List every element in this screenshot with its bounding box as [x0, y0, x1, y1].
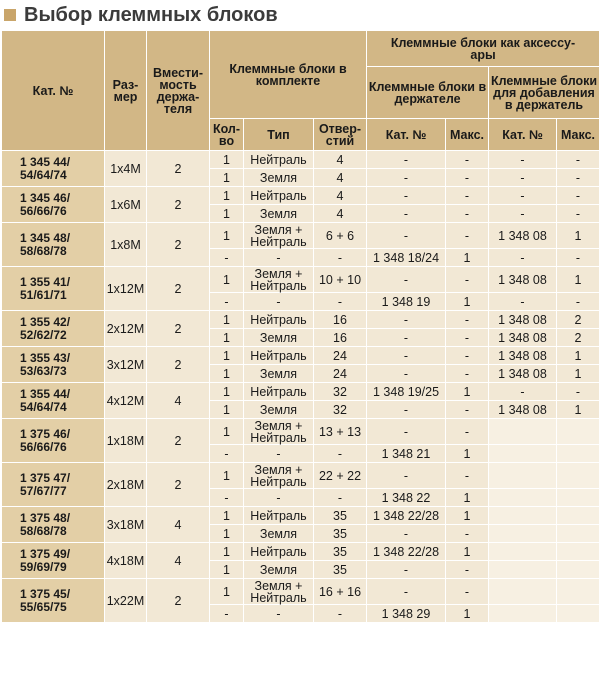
cell-cat-holder: -: [367, 419, 446, 445]
cell-cat-holder: -: [367, 525, 446, 543]
cell-max-add: 2: [557, 311, 600, 329]
cell-cat-add: [489, 463, 557, 489]
cell-cat-add: 1 348 08: [489, 329, 557, 347]
cell-capacity: 2: [147, 579, 210, 623]
cell-type: -: [244, 293, 314, 311]
cell-cat-number: 1 345 48/ 58/68/78: [2, 223, 105, 267]
cell-holes: 32: [314, 401, 367, 419]
cell-holes: 10 + 10: [314, 267, 367, 293]
cell-size: 3x18M: [105, 507, 147, 543]
cell-max-holder: -: [446, 347, 489, 365]
cell-cat-add: [489, 419, 557, 445]
cell-qty: 1: [210, 401, 244, 419]
cell-cat-add: [489, 605, 557, 623]
cell-cat-holder: 1 348 22/28: [367, 543, 446, 561]
cell-max-add: [557, 579, 600, 605]
cell-max-add: [557, 463, 600, 489]
cell-max-add: -: [557, 205, 600, 223]
cell-capacity: 4: [147, 507, 210, 543]
cell-holes: -: [314, 249, 367, 267]
cell-max-add: [557, 419, 600, 445]
cell-type: -: [244, 249, 314, 267]
header-size: Раз- мер: [105, 31, 147, 151]
title-bar: [0, 0, 600, 30]
cell-qty: 1: [210, 383, 244, 401]
cell-size: 2x18M: [105, 463, 147, 507]
cell-max-add: 1: [557, 347, 600, 365]
cell-capacity: 2: [147, 311, 210, 347]
cell-max-holder: -: [446, 267, 489, 293]
header-cat-add: Кат. №: [489, 119, 557, 151]
cell-holes: -: [314, 605, 367, 623]
cell-cat-holder: 1 348 19: [367, 293, 446, 311]
cell-cat-holder: -: [367, 579, 446, 605]
table-row: [2, 311, 600, 329]
cell-cat-number: 1 355 42/ 52/62/72: [2, 311, 105, 347]
cell-cat-holder: 1 348 19/25: [367, 383, 446, 401]
cell-qty: -: [210, 489, 244, 507]
header-holes: Отвер- стий: [314, 119, 367, 151]
cell-cat-holder: -: [367, 561, 446, 579]
cell-type: Земля + Нейтраль: [244, 463, 314, 489]
table-row: [2, 419, 600, 445]
cell-capacity: 2: [147, 419, 210, 463]
cell-max-holder: -: [446, 561, 489, 579]
cell-cat-holder: -: [367, 401, 446, 419]
cell-capacity: 2: [147, 223, 210, 267]
cell-type: -: [244, 445, 314, 463]
cell-cat-holder: -: [367, 187, 446, 205]
cell-qty: -: [210, 293, 244, 311]
cell-qty: 1: [210, 543, 244, 561]
cell-qty: 1: [210, 579, 244, 605]
cell-max-add: [557, 489, 600, 507]
cell-cat-add: 1 348 08: [489, 223, 557, 249]
cell-cat-holder: -: [367, 267, 446, 293]
cell-max-holder: 1: [446, 383, 489, 401]
cell-max-add: [557, 445, 600, 463]
cell-type: Земля: [244, 205, 314, 223]
cell-qty: 1: [210, 419, 244, 445]
cell-type: Земля + Нейтраль: [244, 223, 314, 249]
cell-max-holder: -: [446, 205, 489, 223]
cell-max-add: -: [557, 293, 600, 311]
cell-holes: 16: [314, 311, 367, 329]
cell-max-add: -: [557, 249, 600, 267]
cell-max-add: -: [557, 383, 600, 401]
cell-cat-add: [489, 543, 557, 561]
cell-cat-add: 1 348 08: [489, 401, 557, 419]
cell-cat-add: [489, 507, 557, 525]
cell-cat-holder: 1 348 18/24: [367, 249, 446, 267]
cell-type: Земля + Нейтраль: [244, 579, 314, 605]
cell-cat-holder: -: [367, 151, 446, 169]
cell-max-holder: 1: [446, 507, 489, 525]
cell-max-add: 2: [557, 329, 600, 347]
cell-type: Нейтраль: [244, 311, 314, 329]
cell-qty: 1: [210, 205, 244, 223]
cell-type: Земля + Нейтраль: [244, 267, 314, 293]
cell-cat-holder: -: [367, 365, 446, 383]
cell-max-holder: 1: [446, 543, 489, 561]
cell-capacity: 2: [147, 187, 210, 223]
cell-size: 1x12M: [105, 267, 147, 311]
cell-size: 1x22M: [105, 579, 147, 623]
cell-type: Земля + Нейтраль: [244, 419, 314, 445]
cell-capacity: 4: [147, 543, 210, 579]
table-row: [2, 579, 600, 605]
cell-max-holder: -: [446, 525, 489, 543]
cell-max-holder: 1: [446, 445, 489, 463]
cell-qty: 1: [210, 223, 244, 249]
cell-size: 1x8M: [105, 223, 147, 267]
cell-max-add: -: [557, 169, 600, 187]
cell-cat-add: [489, 525, 557, 543]
cell-qty: -: [210, 605, 244, 623]
terminal-blocks-table: [1, 30, 600, 623]
header-capacity: Вмести- мость держа- теля: [147, 31, 210, 151]
table-row: [2, 267, 600, 293]
cell-max-holder: -: [446, 169, 489, 187]
cell-max-holder: -: [446, 311, 489, 329]
cell-cat-holder: 1 348 21: [367, 445, 446, 463]
cell-cat-holder: 1 348 22: [367, 489, 446, 507]
cell-qty: 1: [210, 187, 244, 205]
cell-size: 1x6M: [105, 187, 147, 223]
cell-cat-number: 1 375 45/ 55/65/75: [2, 579, 105, 623]
cell-holes: 16 + 16: [314, 579, 367, 605]
cell-cat-holder: -: [367, 205, 446, 223]
header-to-add: Клеммные блоки для добавления в держатель: [489, 67, 600, 119]
cell-max-add: 1: [557, 223, 600, 249]
header-cat-holder: Кат. №: [367, 119, 446, 151]
cell-max-holder: -: [446, 463, 489, 489]
cell-max-holder: -: [446, 401, 489, 419]
cell-type: -: [244, 605, 314, 623]
cell-cat-add: -: [489, 187, 557, 205]
cell-qty: 1: [210, 507, 244, 525]
title-marker: [4, 9, 16, 21]
cell-type: Нейтраль: [244, 347, 314, 365]
cell-max-add: 1: [557, 267, 600, 293]
table-row: [2, 347, 600, 365]
cell-cat-number: 1 345 46/ 56/66/76: [2, 187, 105, 223]
cell-holes: -: [314, 445, 367, 463]
cell-qty: 1: [210, 267, 244, 293]
cell-cat-holder: -: [367, 311, 446, 329]
cell-max-add: -: [557, 151, 600, 169]
cell-cat-add: -: [489, 169, 557, 187]
table-body: [2, 151, 600, 623]
cell-holes: 4: [314, 187, 367, 205]
cell-holes: 24: [314, 347, 367, 365]
cell-holes: 35: [314, 525, 367, 543]
cell-size: 2x12M: [105, 311, 147, 347]
cell-size: 4x12M: [105, 383, 147, 419]
cell-cat-number: 1 375 48/ 58/68/78: [2, 507, 105, 543]
cell-capacity: 2: [147, 463, 210, 507]
cell-type: Земля: [244, 169, 314, 187]
cell-type: -: [244, 489, 314, 507]
cell-capacity: 2: [147, 347, 210, 383]
cell-cat-holder: -: [367, 169, 446, 187]
cell-type: Земля: [244, 365, 314, 383]
cell-cat-holder: -: [367, 329, 446, 347]
cell-qty: 1: [210, 151, 244, 169]
cell-max-holder: 1: [446, 605, 489, 623]
cell-qty: 1: [210, 311, 244, 329]
cell-cat-number: 1 375 49/ 59/69/79: [2, 543, 105, 579]
cell-max-add: [557, 507, 600, 525]
cell-cat-add: [489, 579, 557, 605]
cell-cat-add: 1 348 08: [489, 311, 557, 329]
cell-holes: -: [314, 489, 367, 507]
cell-cat-add: [489, 489, 557, 507]
cell-holes: 35: [314, 543, 367, 561]
cell-holes: -: [314, 293, 367, 311]
cell-max-holder: -: [446, 151, 489, 169]
cell-type: Нейтраль: [244, 543, 314, 561]
cell-cat-number: 1 355 44/ 54/64/74: [2, 383, 105, 419]
cell-qty: -: [210, 249, 244, 267]
cell-type: Земля: [244, 525, 314, 543]
cell-cat-add: -: [489, 383, 557, 401]
cell-holes: 22 + 22: [314, 463, 367, 489]
cell-cat-holder: 1 348 29: [367, 605, 446, 623]
cell-size: 1x18M: [105, 419, 147, 463]
cell-cat-add: [489, 561, 557, 579]
cell-cat-number: 1 355 43/ 53/63/73: [2, 347, 105, 383]
cell-cat-add: 1 348 08: [489, 365, 557, 383]
table-row: [2, 383, 600, 401]
cell-cat-add: -: [489, 249, 557, 267]
cell-holes: 6 + 6: [314, 223, 367, 249]
header-max-add: Макс.: [557, 119, 600, 151]
cell-type: Нейтраль: [244, 151, 314, 169]
cell-capacity: 2: [147, 267, 210, 311]
cell-cat-number: 1 375 47/ 57/67/77: [2, 463, 105, 507]
cell-holes: 4: [314, 151, 367, 169]
header-accessory: Клеммные блоки как аксессу- ары: [367, 31, 600, 67]
cell-max-holder: -: [446, 365, 489, 383]
cell-max-holder: -: [446, 223, 489, 249]
cell-max-holder: -: [446, 419, 489, 445]
table-row: [2, 187, 600, 205]
cell-size: 4x18M: [105, 543, 147, 579]
cell-holes: 24: [314, 365, 367, 383]
cell-max-holder: -: [446, 187, 489, 205]
cell-holes: 32: [314, 383, 367, 401]
table-row: [2, 507, 600, 525]
cell-qty: 1: [210, 347, 244, 365]
page-title: Выбор клеммных блоков: [24, 3, 278, 26]
cell-cat-add: -: [489, 293, 557, 311]
cell-qty: 1: [210, 329, 244, 347]
header-in-holder: Клеммные блоки в держателе: [367, 67, 489, 119]
cell-max-add: [557, 561, 600, 579]
cell-type: Нейтраль: [244, 383, 314, 401]
cell-qty: 1: [210, 169, 244, 187]
cell-cat-add: 1 348 08: [489, 347, 557, 365]
cell-max-holder: -: [446, 579, 489, 605]
cell-qty: 1: [210, 561, 244, 579]
header-max-holder: Макс.: [446, 119, 489, 151]
cell-max-add: 1: [557, 401, 600, 419]
header-type: Тип: [244, 119, 314, 151]
cell-qty: 1: [210, 463, 244, 489]
cell-cat-add: [489, 445, 557, 463]
cell-qty: -: [210, 445, 244, 463]
cell-cat-add: -: [489, 205, 557, 223]
cell-max-holder: -: [446, 329, 489, 347]
header-qty: Кол- во: [210, 119, 244, 151]
cell-max-holder: 1: [446, 293, 489, 311]
cell-size: 3x12M: [105, 347, 147, 383]
table-row: [2, 151, 600, 169]
cell-cat-number: 1 375 46/ 56/66/76: [2, 419, 105, 463]
cell-cat-holder: -: [367, 223, 446, 249]
cell-cat-add: -: [489, 151, 557, 169]
cell-capacity: 4: [147, 383, 210, 419]
cell-cat-holder: -: [367, 463, 446, 489]
cell-holes: 4: [314, 169, 367, 187]
cell-holes: 35: [314, 507, 367, 525]
cell-cat-number: 1 345 44/ 54/64/74: [2, 151, 105, 187]
header-kit: Клеммные блоки в комплекте: [210, 31, 367, 119]
cell-holes: 16: [314, 329, 367, 347]
cell-holes: 4: [314, 205, 367, 223]
cell-size: 1x4M: [105, 151, 147, 187]
cell-type: Нейтраль: [244, 187, 314, 205]
cell-max-add: [557, 543, 600, 561]
cell-cat-add: 1 348 08: [489, 267, 557, 293]
cell-max-holder: 1: [446, 249, 489, 267]
cell-max-add: -: [557, 187, 600, 205]
cell-max-add: [557, 525, 600, 543]
cell-cat-number: 1 355 41/ 51/61/71: [2, 267, 105, 311]
cell-holes: 13 + 13: [314, 419, 367, 445]
cell-type: Земля: [244, 561, 314, 579]
cell-capacity: 2: [147, 151, 210, 187]
cell-type: Земля: [244, 329, 314, 347]
cell-cat-holder: -: [367, 347, 446, 365]
cell-type: Нейтраль: [244, 507, 314, 525]
table-row: [2, 223, 600, 249]
cell-holes: 35: [314, 561, 367, 579]
cell-type: Земля: [244, 401, 314, 419]
table-row: [2, 543, 600, 561]
cell-max-holder: 1: [446, 489, 489, 507]
cell-qty: 1: [210, 365, 244, 383]
table-row: [2, 463, 600, 489]
header-cat: Кат. №: [2, 31, 105, 151]
cell-cat-holder: 1 348 22/28: [367, 507, 446, 525]
cell-qty: 1: [210, 525, 244, 543]
cell-max-add: [557, 605, 600, 623]
cell-max-add: 1: [557, 365, 600, 383]
